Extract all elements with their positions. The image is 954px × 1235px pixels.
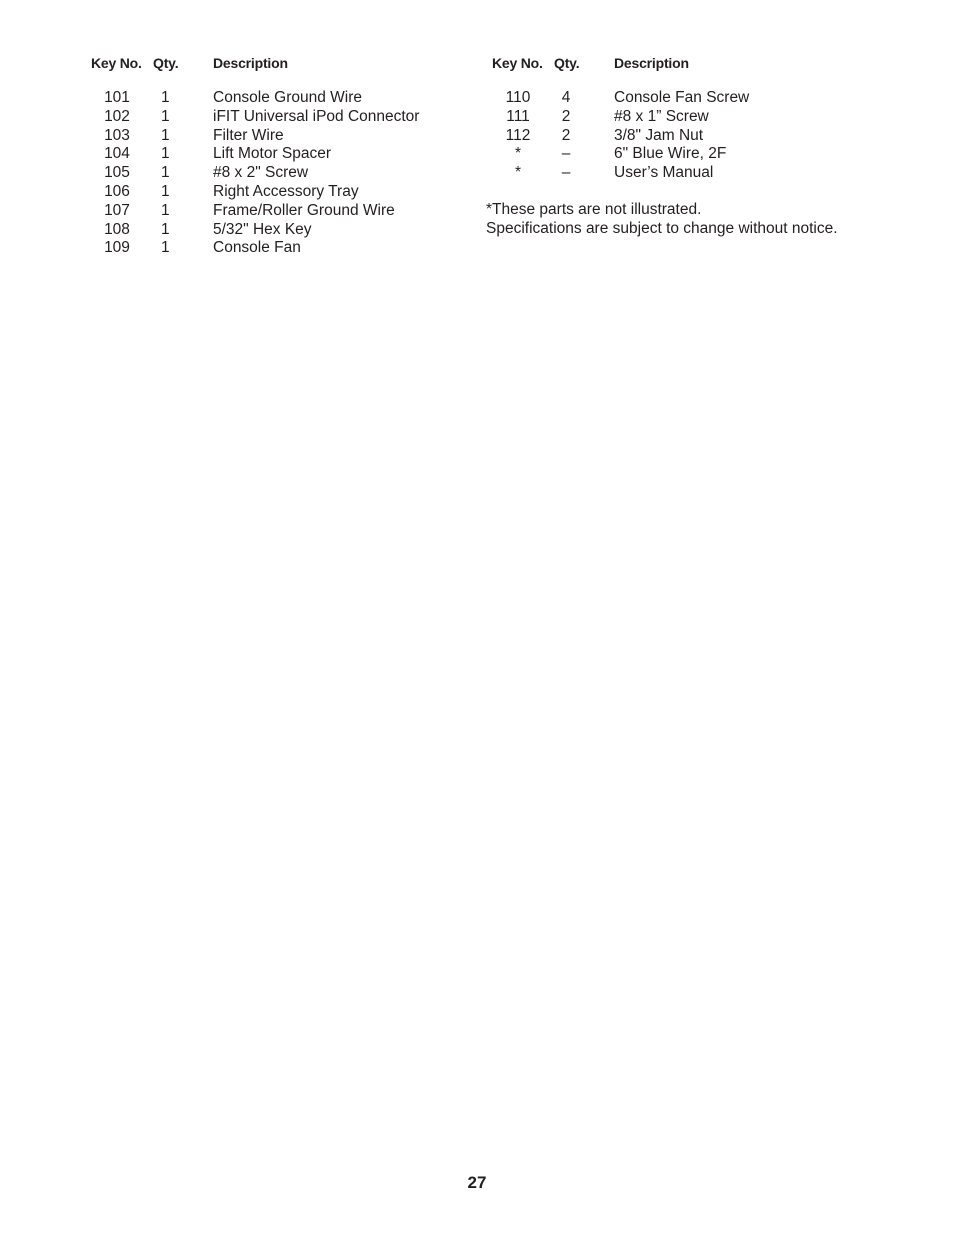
part-qty: 2 [561, 107, 571, 125]
part-row [90, 183, 470, 202]
parts-notes [486, 200, 838, 238]
parts-list-header [90, 55, 470, 75]
description-header: Description [614, 55, 689, 71]
part-qty: 2 [561, 126, 571, 144]
part-key: 111 [506, 107, 530, 125]
page-number: 27 [467, 1173, 487, 1192]
part-row [90, 221, 470, 240]
part-row [90, 145, 470, 164]
qty-header: Qty. [554, 55, 580, 71]
part-qty: 1 [161, 89, 170, 106]
part-row [90, 108, 470, 127]
part-row [90, 164, 470, 183]
part-key: 101 [104, 89, 130, 106]
part-key: 108 [104, 220, 130, 238]
part-description: Filter Wire [213, 126, 284, 144]
part-row [486, 89, 886, 108]
part-qty: 1 [161, 126, 170, 144]
part-key: * [514, 145, 522, 163]
parts-list-right [486, 55, 886, 183]
part-key: 106 [104, 182, 130, 200]
parts-list-left [90, 55, 470, 258]
part-qty: 1 [161, 182, 170, 200]
part-qty: 1 [161, 107, 170, 125]
part-description: 6" Blue Wire, 2F [614, 145, 727, 163]
part-key: 109 [104, 239, 130, 257]
part-row [486, 127, 886, 146]
part-description: Console Fan Screw [614, 89, 750, 106]
parts-list-header [486, 55, 886, 75]
part-qty: 1 [161, 201, 170, 219]
description-header: Description [213, 55, 288, 71]
part-qty: 1 [161, 220, 170, 238]
part-key: 112 [505, 126, 531, 144]
part-key: 102 [104, 107, 130, 125]
part-row [486, 108, 886, 127]
part-row [90, 89, 470, 108]
part-row [486, 164, 886, 183]
part-key: 105 [104, 164, 130, 182]
part-description: Console Fan [213, 239, 301, 257]
part-description: 5/32" Hex Key [213, 220, 312, 238]
not-illustrated-note: *These parts are not illustrated. [486, 201, 702, 218]
key-no-header: Key No. [91, 55, 142, 71]
part-key: 107 [104, 201, 130, 219]
specifications-note: Specifications are subject to change without notice. [486, 220, 838, 237]
part-row [90, 239, 470, 258]
part-qty: 4 [561, 89, 571, 106]
parts-rows [90, 89, 470, 258]
part-description: 3/8" Jam Nut [614, 126, 704, 144]
part-description: User’s Manual [614, 164, 714, 182]
part-key: 103 [104, 126, 130, 144]
part-key: * [514, 164, 522, 182]
part-qty: – [561, 164, 571, 182]
part-description: #8 x 2" Screw [213, 164, 309, 182]
part-qty: 1 [161, 164, 170, 182]
part-row [90, 202, 470, 221]
part-qty: – [561, 145, 571, 163]
part-description: Frame/Roller Ground Wire [213, 201, 395, 219]
part-row [486, 145, 886, 164]
qty-header: Qty. [153, 55, 179, 71]
part-qty: 1 [161, 145, 170, 163]
part-qty: 1 [161, 239, 170, 257]
parts-rows [486, 89, 886, 183]
part-row [90, 127, 470, 146]
part-description: iFIT Universal iPod Connector [213, 107, 420, 125]
part-description: Lift Motor Spacer [213, 145, 332, 163]
part-description: Console Ground Wire [213, 89, 363, 106]
part-description: #8 x 1” Screw [614, 107, 709, 125]
part-key: 104 [104, 145, 130, 163]
key-no-header: Key No. [492, 55, 543, 71]
part-description: Right Accessory Tray [213, 182, 359, 200]
part-key: 110 [505, 89, 531, 106]
